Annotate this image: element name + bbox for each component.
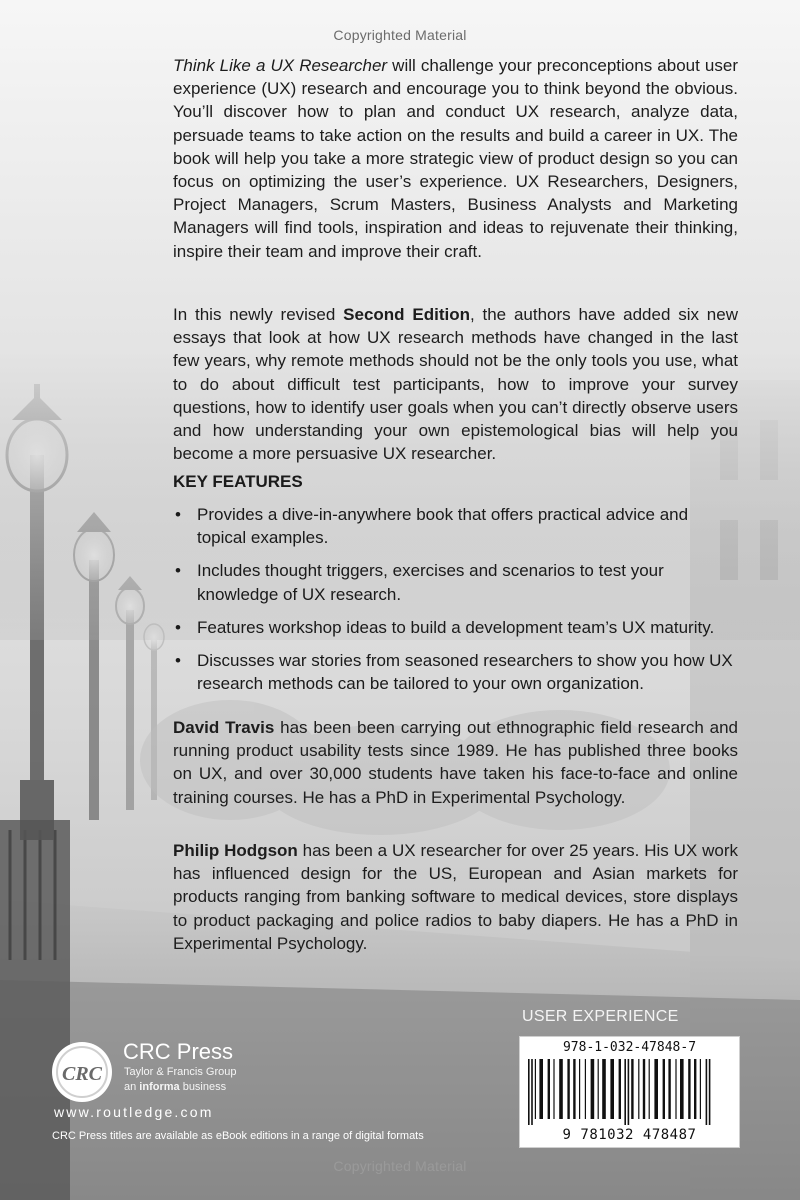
- barcode-bar: [619, 1059, 621, 1119]
- author-bio-travis: [173, 716, 738, 809]
- key-features-list: [173, 503, 738, 705]
- ean-number: 9 781032 478487: [562, 1127, 697, 1143]
- list-item: [173, 503, 738, 549]
- author-bio-hodgson: [173, 839, 738, 955]
- barcode-bar: [553, 1059, 554, 1119]
- barcode-bar: [567, 1059, 569, 1119]
- barcode-bar: [539, 1059, 543, 1119]
- publisher-group: Taylor & Francis Group: [124, 1066, 237, 1078]
- feature-text: Provides a dive-in-anywhere book that offers practical advice and topical examples.: [197, 505, 689, 548]
- barcode-bar: [573, 1059, 575, 1119]
- feature-text: Discusses war stories from seasoned researchers to show you how UX research methods can be tailored to your own organization.: [197, 651, 733, 694]
- bullet-icon: •: [175, 651, 181, 671]
- edition-lead: In this newly revised: [173, 305, 344, 324]
- subject-category: USER EXPERIENCE: [522, 1008, 679, 1025]
- business-prefix: an: [124, 1081, 140, 1093]
- barcode-bar: [591, 1059, 595, 1119]
- barcode-bar: [643, 1059, 645, 1119]
- business-brand: informa: [139, 1081, 180, 1093]
- barcode-bar: [579, 1059, 580, 1119]
- crc-logo-text: CRC: [61, 1063, 103, 1085]
- barcode-bar: [610, 1059, 614, 1119]
- bullet-icon: •: [175, 561, 181, 581]
- barcode-bar: [628, 1059, 630, 1125]
- list-item: [173, 616, 738, 639]
- feature-text: Features workshop ideas to build a development team’s UX maturity.: [197, 617, 715, 637]
- feature-text: Includes thought triggers, exercises and scenarios to test your knowledge of UX research.: [197, 561, 664, 604]
- barcode-bar: [700, 1059, 701, 1119]
- edition-text: , the authors have added six new essays that look at how UX research methods have changed in the last few years, why remote methods should not be the only tools you use, what to do about difficult test participants, how to improve your survey questions, how to identify user goals when you can’t directly observe users and how understanding your own epistemological bias will help you become a more persuasive UX researcher.: [173, 305, 738, 464]
- barcode-bar: [675, 1059, 676, 1119]
- barcode-bar: [602, 1059, 606, 1119]
- barcode-bar: [535, 1059, 536, 1119]
- barcode-bar: [694, 1059, 696, 1119]
- barcode-bar: [663, 1059, 665, 1119]
- barcode-bar: [624, 1059, 626, 1125]
- publisher-name: CRC Press: [123, 1039, 234, 1064]
- author-name: Philip Hodgson: [173, 841, 298, 860]
- publisher-website: www.routledge.com: [54, 1104, 214, 1120]
- barcode-bar: [631, 1059, 633, 1119]
- barcode-bar: [528, 1059, 530, 1125]
- barcode-bar: [688, 1059, 690, 1119]
- barcode-bar: [638, 1059, 639, 1119]
- book-title: Think Like a UX Researcher: [173, 56, 388, 75]
- author-bio-text: has been a UX researcher for over 25 years. His UX work has influenced design for the US, European and Asian markets for products ranging from banking software to medical devices, store displays to product packaging and police radios to baby diapers. He has a PhD in Experimental Psychology.: [173, 841, 739, 953]
- bullet-icon: •: [175, 617, 181, 637]
- copyright-watermark-bottom: Copyrighted Material: [333, 1158, 467, 1174]
- barcode-bar: [706, 1059, 708, 1125]
- author-name: David Travis: [173, 718, 275, 737]
- key-features-heading: KEY FEATURES: [173, 472, 303, 491]
- list-item: [173, 559, 738, 605]
- barcode-bar: [654, 1059, 658, 1119]
- barcode-bar: [649, 1059, 650, 1119]
- isbn-number: 978-1-032-47848-7: [562, 1040, 697, 1055]
- list-item: [173, 649, 738, 695]
- barcode-bar: [598, 1059, 599, 1119]
- author-bio-text: has been been carrying out ethnographic field research and running product usability tests since 1989. He has published three books on UX, and over 30,000 students have taken his face-to-face and online training courses. He has a PhD in Experimental Psychology.: [173, 718, 739, 807]
- copyright-watermark-top: Copyrighted Material: [333, 27, 467, 43]
- intro-text: will challenge your preconceptions about user experience (UX) research and encourage you to think beyond the obvious. You’ll discover how to plan and conduct UX research, analyze data, persuade teams to take action on the results and build a career in UX. The book will help you take a more strategic view of product design so you can focus on optimizing the user’s experience. UX Researchers, Designers, Project Managers, Scrum Masters, Business Analysts and Marketing Managers will find tools, inspiration and ideas to rejuvenate their thinking, inspire their team and improve their craft.: [173, 56, 738, 261]
- publisher-business: [124, 1081, 226, 1093]
- intro-paragraph: [173, 54, 738, 263]
- edition-paragraph: [173, 303, 738, 465]
- isbn-barcode: [519, 1036, 740, 1148]
- barcode-bar: [548, 1059, 550, 1119]
- edition-name: Second Edition: [343, 305, 470, 324]
- barcode-bar: [668, 1059, 670, 1119]
- barcode-bar: [709, 1059, 711, 1125]
- barcode-bar: [531, 1059, 533, 1125]
- barcode-bar: [585, 1059, 586, 1119]
- barcode-bar: [680, 1059, 684, 1119]
- barcode-bar: [559, 1059, 563, 1119]
- crc-press-logo: [50, 1040, 114, 1104]
- bullet-icon: •: [175, 505, 181, 524]
- ebook-note: CRC Press titles are available as eBook editions in a range of digital formats: [52, 1130, 424, 1142]
- business-suffix: business: [179, 1081, 227, 1093]
- barcode-graphic: [526, 1059, 733, 1125]
